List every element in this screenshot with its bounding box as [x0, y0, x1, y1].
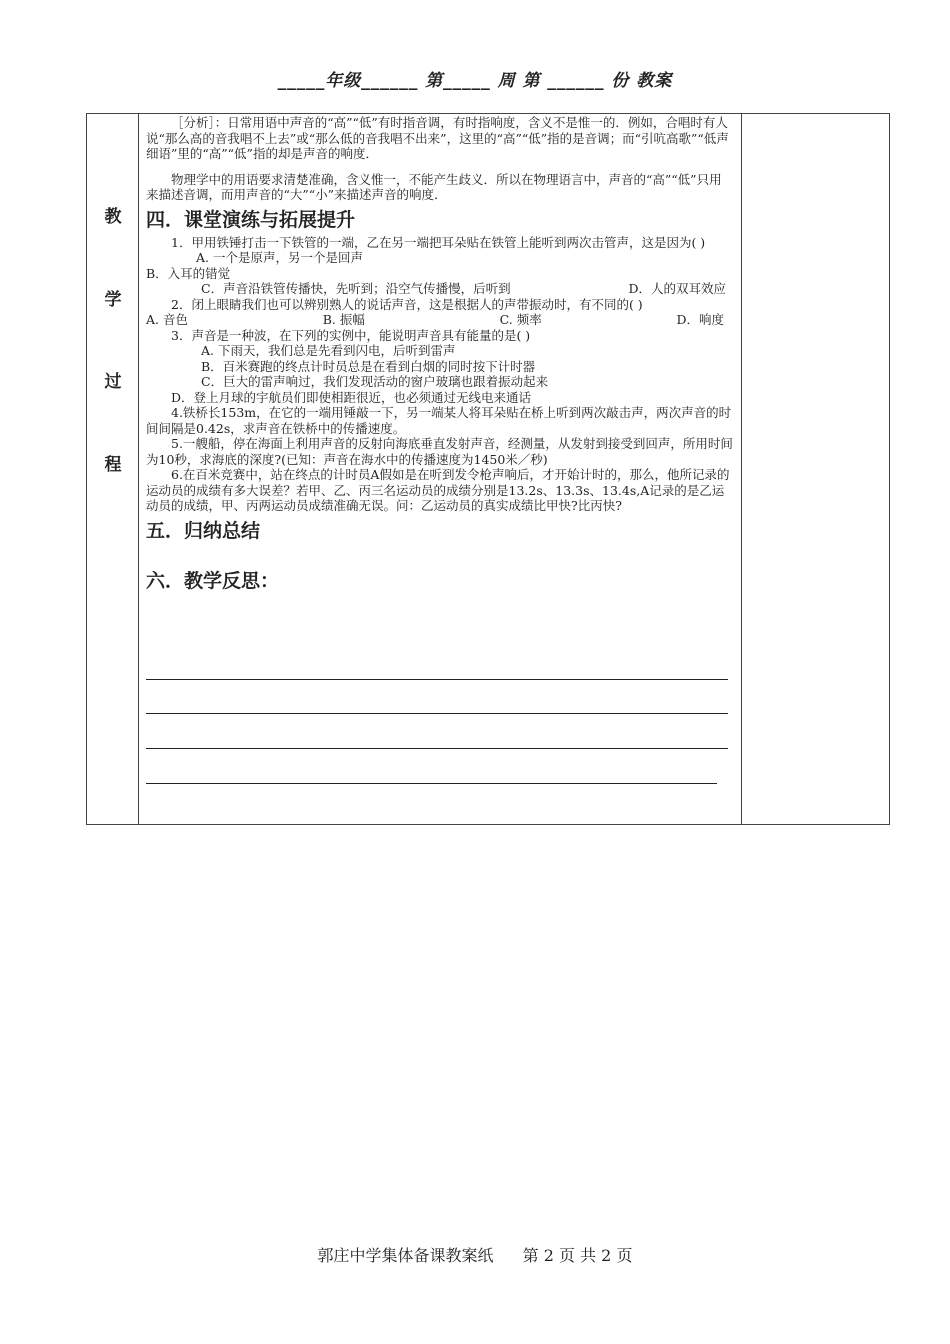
side-label-char-4: 程 [104, 455, 122, 475]
section-6-title: 六．教学反思： [146, 569, 280, 592]
column-divider-right [741, 114, 742, 824]
question-2-option-b: B. 振幅 [322, 312, 365, 327]
lesson-content [146, 115, 734, 596]
question-3-option-a: A. 下雨天，我们总是先看到闪电，后听到雷声 [201, 343, 456, 358]
page-footer [0, 1243, 950, 1266]
side-label-char-1: 教 [104, 207, 122, 227]
question-5: 5.一艘船，停在海面上利用声音的反射向海底垂直发射声音，经测量，从发射到接受到回声，所用时间为10秒，求海底的深度?(已知：声音在海水中的传播速度为1450米／秒) [146, 436, 733, 467]
question-2-option-a: A. 音色 [146, 312, 188, 327]
question-1: 1．甲用铁锤打击一下铁管的一端，乙在另一端把耳朵贴在铁管上能听到两次击管声，这是因为( ) [171, 234, 706, 250]
footer-school: 郭庄中学集体备课教案纸 [317, 1246, 494, 1265]
question-1-option-a: A. 一个是原声，另一个是回声 [196, 250, 363, 265]
question-2-options [146, 312, 734, 328]
section-5-title: 五．归纳总结 [146, 519, 261, 542]
question-4: 4.铁桥长153m，在它的一端用锤敲一下，另一端某人将耳朵贴在桥上听到两次敲击声，两次声音的时间间隔是0.42s，求声音在铁桥中的传播速度。 [146, 405, 732, 436]
question-2-option-d: D．响度 [676, 312, 724, 327]
question-3-option-b: B．百米赛跑的终点计时员总是在看到白烟的同时按下计时器 [201, 358, 536, 374]
footer-page-number: 第 2 页 共 2 页 [522, 1246, 633, 1265]
question-3-option-c: C．巨大的雷声响过，我们发现活动的窗户玻璃也跟着振动起来 [201, 374, 549, 389]
question-6: 6.在百米竞赛中，站在终点的计时员A假如是在听到发令枪声响后，才开始计时的，那么，他所记录的运动员的成绩有多大误差？若甲、乙、丙三名运动员的成绩分别是13.2s、13.3s、13.4s,A记录的是乙运动员的成绩，甲、丙两运动员成绩准确无误。问：乙运动员的真实成绩比甲快?比丙快? [146, 467, 730, 513]
side-label-char-2: 学 [104, 290, 122, 310]
reflection-line-4 [146, 783, 717, 784]
question-3-option-d: D．登上月球的宇航员们即使相距很近，也必须通过无线电来通话 [171, 389, 532, 405]
question-1-options-cd [146, 281, 734, 297]
side-label-char-3: 过 [104, 372, 122, 392]
reflection-line-1 [146, 679, 728, 680]
reflection-line-3 [146, 748, 728, 749]
reflection-line-2 [146, 713, 728, 714]
question-1-option-c: C．声音沿铁管传播快，先听到；沿空气传播慢，后听到 [201, 281, 511, 296]
question-3: 3．声音是一种波，在下列的实例中，能说明声音具有能量的是( ) [171, 327, 531, 343]
question-2-option-c: C. 频率 [499, 312, 542, 327]
question-1-option-b: B．入耳的错觉 [146, 265, 231, 281]
page-header: _____年级______ 第_____ 周 第 ______ 份 教案 [277, 71, 673, 91]
analysis-paragraph-2: 物理学中的用语要求清楚准确，含义惟一，不能产生歧义．所以在物理语言中，声音的“高”“低”只用来描述音调，而用声音的“大”“小”来描述声音的响度． [146, 171, 722, 202]
section-4-title: 四．课堂演练与拓展提升 [146, 208, 356, 231]
question-2: 2．闭上眼睛我们也可以辨别熟人的说话声音，这是根据人的声带振动时，有不同的( ) [171, 296, 643, 312]
analysis-paragraph-1: ［分析］：日常用语中声音的“高”“低”有时指音调，有时指响度，含义不是惟一的．例如，合唱时有人说“那么高的音我唱不上去”或“那么低的音我唱不出来”，这里的“高”“低”指的是音调；而“引吭高歌”“低声细语”里的“高”“低”指的却是声音的响度． [146, 115, 729, 161]
question-1-option-d: D．人的双耳效应 [628, 281, 726, 296]
